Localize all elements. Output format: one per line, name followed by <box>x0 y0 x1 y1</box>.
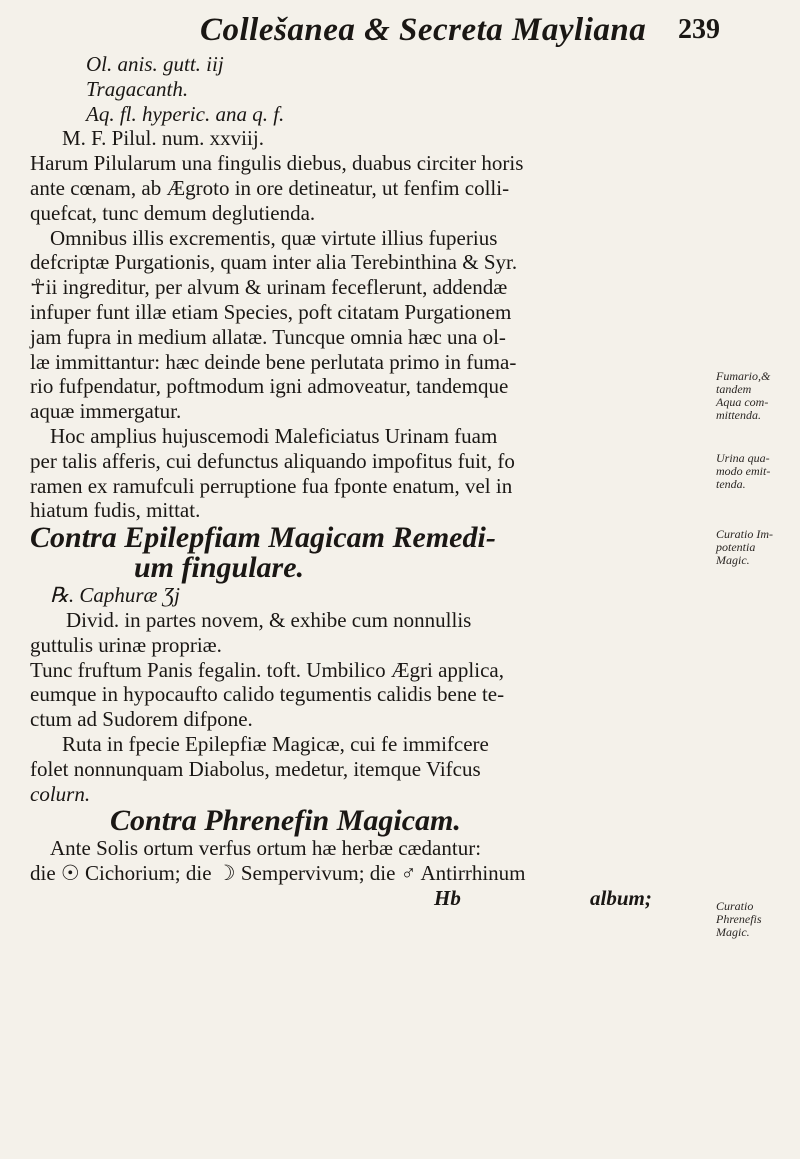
text-line: Omnibus illis excrementis, quæ virtute illius fuperius <box>50 225 498 250</box>
text-line: aquæ immergatur. <box>30 399 182 424</box>
margin-note: tenda. <box>716 477 746 491</box>
text-line: infuper funt illæ etiam Species, poft citatam Purgationem <box>30 299 512 324</box>
margin-note: Curatio Im- <box>716 527 773 541</box>
text-line: Ruta in fpecie Epilepfiæ Magicæ, cui fe immifcere <box>62 731 489 756</box>
text-line: Tragacanth. <box>86 76 189 101</box>
page-number: 239 <box>678 14 720 45</box>
margin-note: Magic. <box>716 925 750 939</box>
text-line: læ immittantur: hæc deinde bene perlutata primo in fuma- <box>30 349 517 374</box>
text-line: ☥ii ingreditur, per alvum & urinam feceflerunt, addendæ <box>30 275 508 300</box>
text-line: ℞. Caphuræ Ʒj <box>50 583 180 608</box>
text-line: ramen ex ramufculi perruptione fua fponte enatum, vel in <box>30 473 513 498</box>
body-text <box>30 52 712 911</box>
section-heading: um fingulare. <box>134 551 305 585</box>
text-line: jam fupra in medium allatæ. Tuncque omnia hæc una ol- <box>30 324 506 349</box>
text-line: M. F. Pilul. num. xxviij. <box>62 126 264 151</box>
margin-note: Phrenefis <box>716 912 762 926</box>
margin-note: potentia <box>716 540 756 554</box>
text-line: folet nonnunquam Diabolus, medetur, itemque Vifcus <box>30 756 481 781</box>
text-line: ctum ad Sudorem difpone. <box>30 707 253 732</box>
text-line: eumque in hypocaufto calido tegumentis calidis bene te- <box>30 682 505 707</box>
text-line: Ante Solis ortum verfus ortum hæ herbæ cædantur: <box>50 836 482 861</box>
text-line: die ☉ Cichorium; die ☽ Sempervivum; die ♂ Antirrhinum <box>30 861 526 886</box>
section-heading: Contra Epilepfiam Magicam Remedi- <box>30 521 496 555</box>
text-line: Ol. anis. gutt. iij <box>86 52 224 76</box>
margin-note: tandem <box>716 382 752 396</box>
text-line: Divid. in partes novem, & exhibe cum nonnullis <box>66 607 472 632</box>
margin-note: Magic. <box>716 553 750 567</box>
text-line: Hoc amplius hujuscemodi Maleficiatus Urinam fuam <box>50 423 498 448</box>
running-title: Collešanea & Secreta Mayliana <box>200 12 647 48</box>
text-line: quefcat, tunc demum deglutienda. <box>30 200 316 225</box>
text-line: per talis afferis, cui defunctus aliquando impofitus fuit, fo <box>30 448 515 473</box>
margin-note: Fumario,& <box>716 369 771 383</box>
text-line: Tunc fruftum Panis fegalin. toft. Umbilico Ægri applica, <box>30 657 504 682</box>
text-line: colurn. <box>30 781 91 806</box>
page-header <box>200 12 720 52</box>
text-line: Aq. fl. hyperic. ana q. f. <box>86 101 285 126</box>
signature-mark: Hb <box>434 885 461 910</box>
text-line: ante cœnam, ab Ægroto in ore detineatur, ut fenfim colli- <box>30 175 510 200</box>
catchword: album; <box>590 885 652 910</box>
margin-note: Urina qua- <box>716 451 770 465</box>
text-line: Harum Pilularum una fingulis diebus, duabus circiter horis <box>30 151 524 176</box>
margin-note: mittenda. <box>716 408 761 422</box>
margin-note: Curatio <box>716 899 754 913</box>
margin-note: modo emit- <box>716 464 771 478</box>
text-line: hiatum fudis, mittat. <box>30 498 201 523</box>
margin-note: Aqua com- <box>716 395 769 409</box>
text-line: guttulis urinæ propriæ. <box>30 632 222 657</box>
text-line: rio fufpendatur, poftmodum igni admoveatur, tandemque <box>30 374 509 399</box>
section-heading: Contra Phrenefin Magicam. <box>110 804 461 838</box>
text-line: defcriptæ Purgationis, quam inter alia Terebinthina & Syr. <box>30 250 518 275</box>
